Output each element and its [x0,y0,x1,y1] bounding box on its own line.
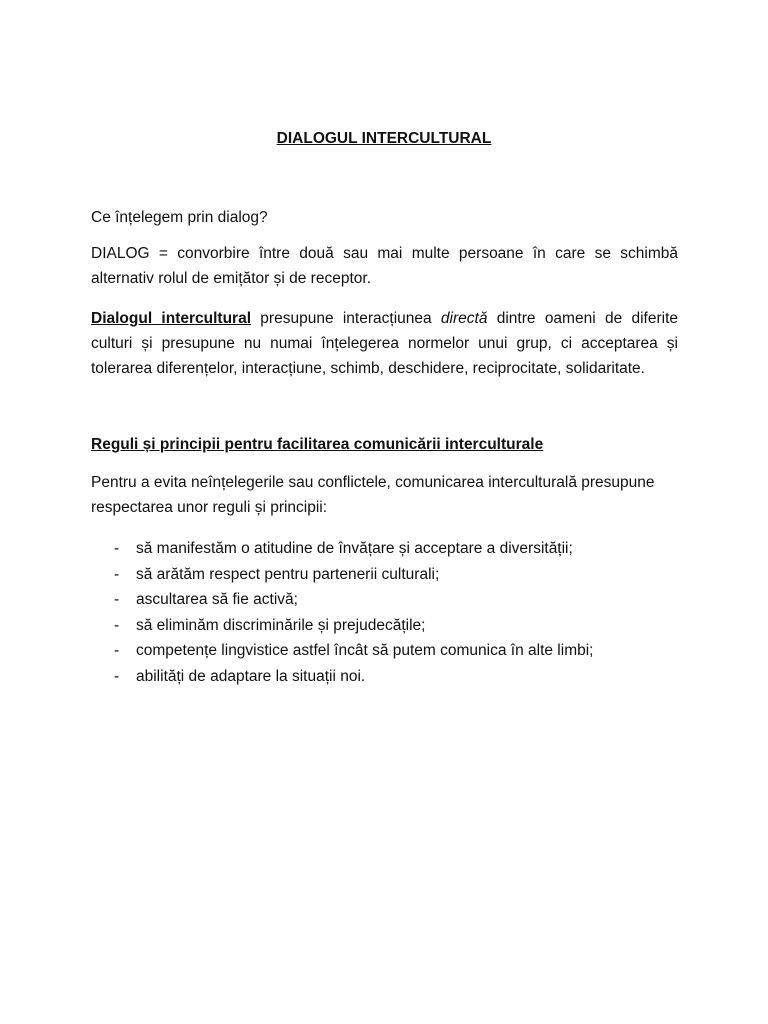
bullet-dash: - [114,591,120,608]
bullet-dash: - [114,667,120,685]
list-item [91,638,678,664]
bullet-dash: - [114,565,120,583]
document-title: DIALOGUL INTERCULTURAL [276,130,492,147]
list-item-text: competențe lingvistice astfel încât să putem comunica în alte limbi; [136,642,594,659]
intercultural-text-before: presupune interacțiunea [251,310,441,327]
list-item [91,536,678,562]
list-item [91,613,678,639]
list-item-text: să manifestăm o atitudine de învățare și acceptare a diversității; [136,540,573,557]
list-item-text: să eliminăm discriminările și prejudecățile; [136,616,426,634]
intercultural-text-after: dintre oameni de diferite culturi și presupune nu numai înțelegerea normelor unui grup, ci acceptarea și tolerarea diferențelor, interacțiune, schimb, deschidere, reciprocitate, solidaritate. [91,310,679,377]
definition-paragraph: DIALOG = convorbire între două sau mai multe persoane în care se schimbă alternativ rolul de emițător și de receptor. [91,245,678,287]
intercultural-italic-word: directă [440,310,488,327]
intercultural-paragraph [91,306,678,381]
question-paragraph: Ce înțelegem prin dialog? [91,209,268,226]
list-item-text: abilități de adaptare la situații noi. [136,667,366,685]
bullet-dash: - [114,616,120,634]
intro-paragraph: Pentru a evita neînțelegerile sau conflictele, comunicarea interculturală presupune respectarea unor reguli și principii: [91,474,655,516]
list-item-text: să arătăm respect pentru partenerii culturali; [136,565,440,583]
intercultural-term: Dialogul intercultural [91,310,252,327]
bullet-dash: - [114,540,120,557]
section-heading: Reguli și principii pentru facilitarea comunicării interculturale [91,436,544,453]
list-item [91,664,678,690]
rules-list [91,536,678,689]
bullet-dash: - [114,642,120,659]
list-item-text: ascultarea să fie activă; [136,591,298,608]
list-item [91,587,678,613]
list-item [91,562,678,588]
